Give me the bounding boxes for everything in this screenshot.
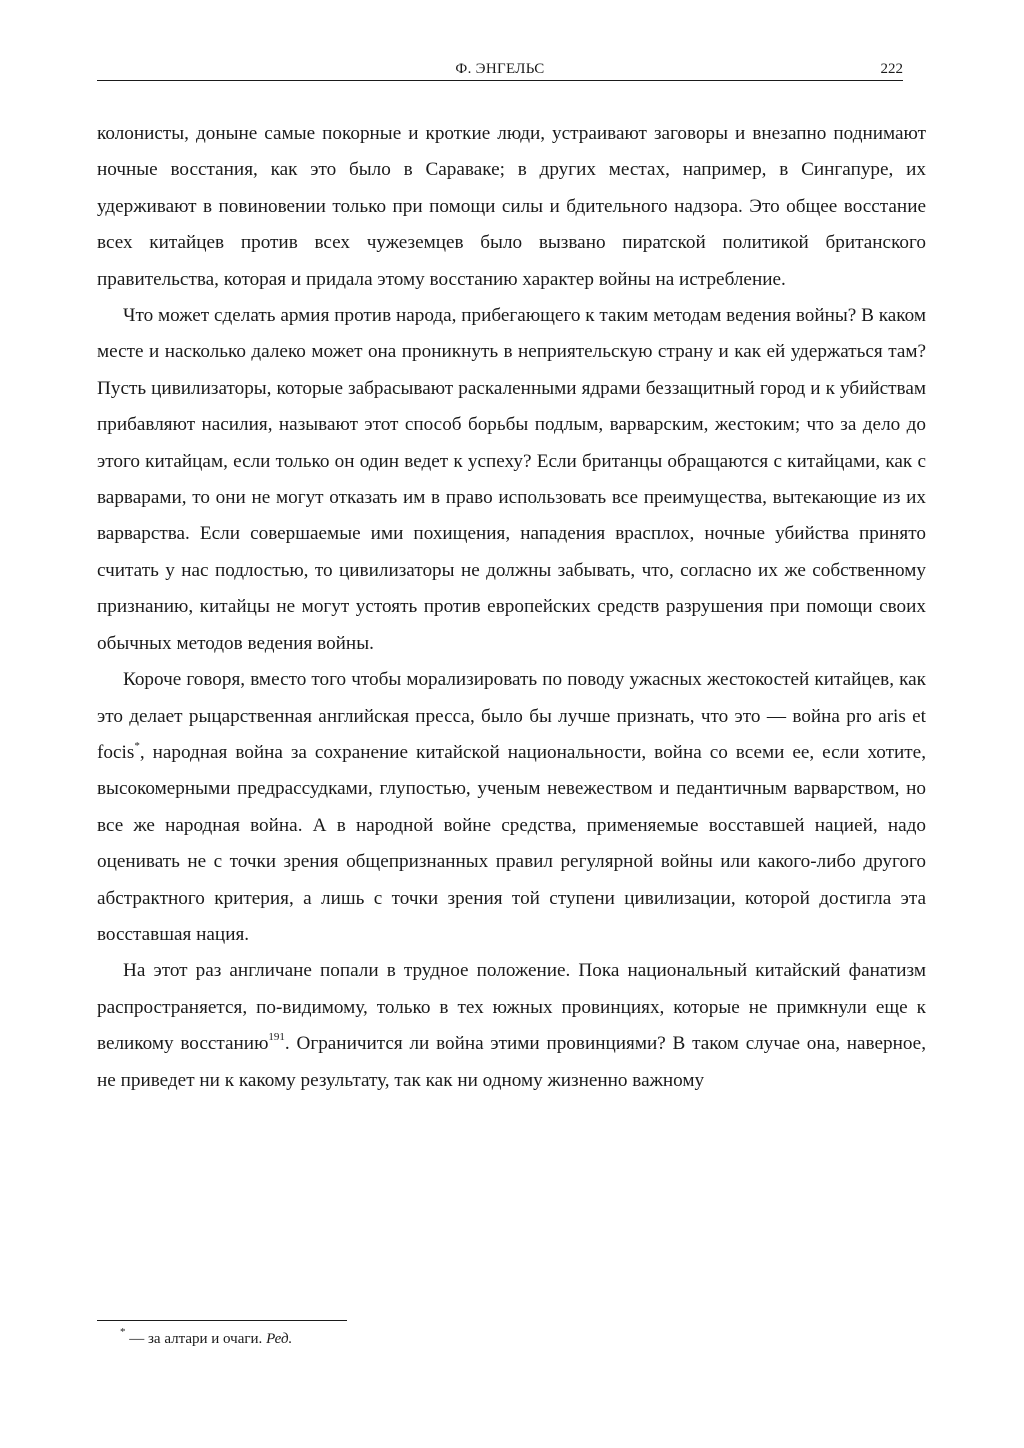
paragraph-4-part-2: . Ограничится ли война этими провинциями? В таком случае она, наверное, не приведет ни к какому результату, так как ни одному жизненно важному [97, 1033, 926, 1091]
paragraph-3-part-2: , народная война за сохранение китайской национальности, война со всеми ее, если хотите, высокомерными предрассудками, глупостью, ученым невежеством и педантичным варварством, но все же народная война. А в народной войне средства, применяемые восставшей нацией, надо оценивать не с точки зрения общепризнанных правил регулярной войны или какого-либо другого абстрактного критерия, а лишь с точки зрения той ступени цивилизации, которой достигла эта восставшая нация. [97, 741, 926, 945]
running-header [97, 58, 903, 81]
paragraph-2: Что может сделать армия против народа, прибегающего к таким методам ведения войны? В каком месте и насколько далеко может она проникнуть в неприятельскую страну и как ей удержаться там? Пусть цивилизаторы, которые забрасывают раскаленными ядрами беззащитный город и к убийствам прибавляют насилия, называют этот способ борьбы подлым, варварским, жестоким; что за дело до этого китайцам, если только он один ведет к успеху? Если британцы обращаются с китайцами, как с варварами, то они не могут отказать им в право использовать все преимущества, вытекающие из их варварства. Если совершаемые ими похищения, нападения врасплох, ночные убийства принято считать у нас подлостью, то цивилизаторы не должны забывать, что, согласно их же собственному признанию, китайцы не могут устоять против европейских средств разрушения при помощи своих обычных методов ведения войны. [97, 305, 926, 654]
footnote-text: — за алтари и очаги. [125, 1331, 267, 1347]
main-text [97, 116, 926, 1099]
paragraph-1: колонисты, доныне самые покорные и кроткие люди, устраивают заговоры и внезапно поднимают ночные восстания, как это было в Сараваке; в других местах, например, в Сингапуре, их удерживают в повиновении только при помощи силы и бдительного надзора. Это общее восстание всех китайцев против всех чужеземцев было вызвано пиратской политикой британского правительства, которая и придала этому восстанию характер войны на истребление. [97, 123, 926, 290]
header-title: Ф. ЭНГЕЛЬС [455, 61, 545, 77]
paragraph-3-part-1: Короче говоря, вместо того чтобы морализировать по поводу ужасных жестокостей китайцев, как это делает рыцарственная английская пресса, было бы лучше признать, что это — война pro aris et focis [97, 669, 926, 763]
paragraph-4-part-1: На этот раз англичане попали в трудное положение. Пока национальный китайский фанатизм распространяется, по-видимому, только в тех южных провинциях, которые не примкнули еще к великому восстанию [97, 960, 926, 1055]
footnote-editor-note: Ред. [266, 1331, 293, 1347]
footnote-divider [97, 1320, 347, 1321]
paragraph-3 [97, 662, 926, 953]
footnote-mark: * [120, 1326, 126, 1338]
footnote [120, 1326, 293, 1349]
page-number: 222 [880, 61, 903, 77]
footnote-marker: * [134, 739, 140, 752]
paragraph-4 [97, 953, 926, 1099]
endnote-reference: 191 [268, 1030, 285, 1043]
